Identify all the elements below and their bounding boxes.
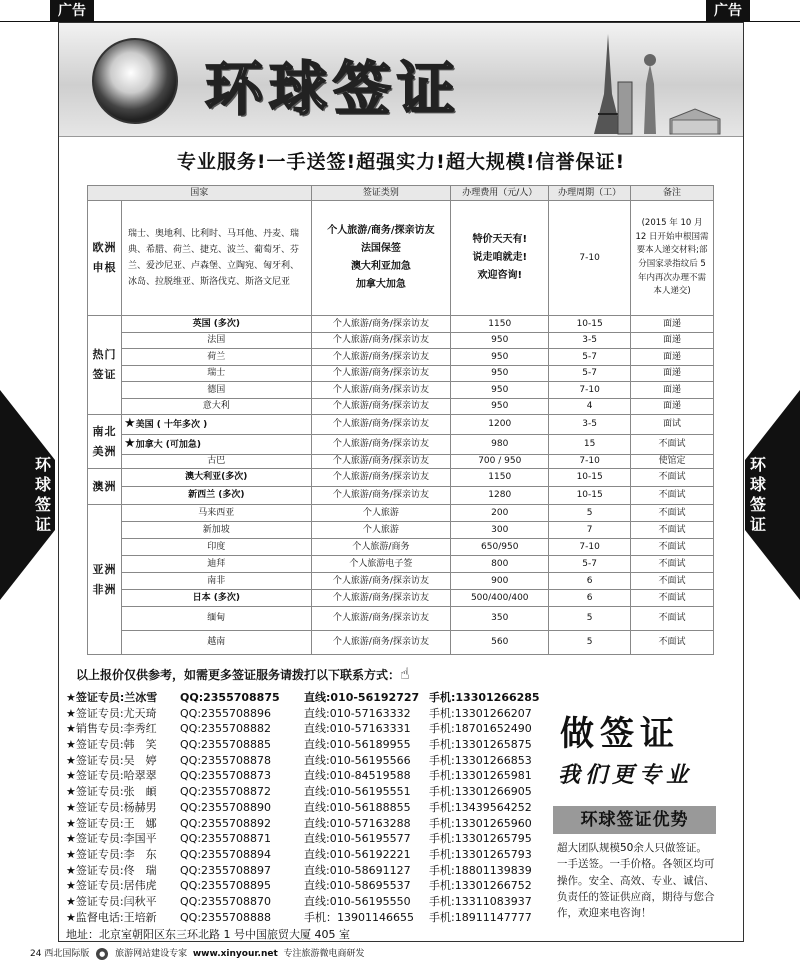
contact-qq[interactable]: QQ:2355708882 <box>180 722 272 736</box>
visa-price-table <box>87 185 714 655</box>
pointing-hand-icon: ☝ <box>400 664 410 683</box>
cell-fee: 1280 <box>451 487 549 505</box>
contact-mobile[interactable]: 手机:13301266285 <box>429 691 540 704</box>
table-row <box>88 607 714 631</box>
contact-phone[interactable]: 直线:010-57163332 <box>304 706 411 720</box>
cell-note: 不面试 <box>631 469 714 487</box>
cell-country: 南非 <box>121 573 311 590</box>
cell-period: 4 <box>549 398 631 415</box>
table-row <box>88 522 714 539</box>
price-hint <box>76 664 410 683</box>
list-item <box>66 720 539 736</box>
cell-fee: 700 / 950 <box>451 455 549 469</box>
cell-fee: 1200 <box>451 415 549 435</box>
contact-qq[interactable]: QQ:2355708895 <box>180 879 272 893</box>
cell-note: 不面试 <box>631 435 714 455</box>
contact-qq[interactable]: QQ:2355708896 <box>180 706 272 720</box>
side-label-right: 环球签证 <box>749 455 766 534</box>
cell-note: 不面试 <box>631 539 714 556</box>
region-label: 澳洲 <box>88 469 122 505</box>
cell-fee: 950 <box>451 382 549 399</box>
price-hint-text: 以上报价仅供参考，如需更多签证服务请拨打以下联系方式： <box>76 668 401 682</box>
cell-type: 个人旅游 <box>311 505 451 522</box>
cell-fee: 650/950 <box>451 539 549 556</box>
contact-phone[interactable]: 直线:010-56192727 <box>304 691 420 704</box>
cell-country: 美国 ( 十年多次 ) <box>135 420 208 431</box>
contact-phone[interactable]: 直线:010-56195566 <box>304 753 411 767</box>
schengen-fee: 特价天天有! 说走咱就走! 欢迎咨询! <box>451 201 549 316</box>
contact-qq[interactable]: QQ:2355708870 <box>180 894 272 908</box>
contact-phone[interactable]: 手机：13901146655 <box>304 910 414 924</box>
list-item <box>66 689 539 705</box>
cell-note: 面递 <box>631 332 714 349</box>
cell-type: 个人旅游/商务/探亲访友 <box>311 332 451 349</box>
table-row <box>88 415 714 435</box>
cell-type: 个人旅游/商务/探亲访友 <box>311 573 451 590</box>
table-row <box>88 539 714 556</box>
contact-list <box>66 689 539 924</box>
contact-qq[interactable]: QQ:2355708894 <box>180 847 272 861</box>
contact-mobile[interactable]: 手机:13301266905 <box>429 785 532 799</box>
contact-mobile[interactable]: 手机:13301266853 <box>429 753 532 767</box>
advantages-title: 环球签证优势 <box>553 806 716 834</box>
cell-type: 个人旅游/商务/探亲访友 <box>311 607 451 631</box>
col-note: 备注 <box>631 186 714 201</box>
cell-country: 瑞士 <box>121 365 311 382</box>
footer <box>30 946 365 960</box>
cell-country: 荷兰 <box>121 349 311 366</box>
col-type: 签证类别 <box>311 186 451 201</box>
cell-period: 3-5 <box>549 332 631 349</box>
cell-fee: 900 <box>451 573 549 590</box>
list-item <box>66 846 539 862</box>
list-item <box>66 752 539 768</box>
schengen-period: 7-10 <box>549 201 631 316</box>
landmarks-icon <box>560 24 742 136</box>
col-fee: 办理费用（元/人） <box>451 186 549 201</box>
cell-note: 使馆定 <box>631 455 714 469</box>
region-label: 欧洲申根 <box>88 201 122 316</box>
cell-note: 面递 <box>631 398 714 415</box>
contact-name: ★签证专员:吴 婷 <box>66 753 157 767</box>
cell-country: 缅甸 <box>121 607 311 631</box>
contact-mobile[interactable]: 手机:18801139839 <box>429 863 532 877</box>
contact-phone[interactable]: 直线:010-57163288 <box>304 816 411 830</box>
page-number: 24 <box>30 949 42 959</box>
footer-url[interactable]: www.xinyour.net <box>192 949 278 959</box>
cell-note: 面递 <box>631 365 714 382</box>
list-item <box>66 862 539 878</box>
schengen-types: 个人旅游/商务/探亲访友 法国保签 澳大利亚加急 加拿大加急 <box>311 201 451 316</box>
ad-tag-right: 广告 <box>706 0 750 22</box>
table-row <box>88 349 714 366</box>
cell-period: 5 <box>549 631 631 655</box>
table-row <box>88 316 714 333</box>
contact-name: ★签证专员:尤天琦 <box>66 706 157 720</box>
address: 地址：北京室朝阳区东三环北路 1 号中国旅贸大厦 405 室 <box>66 928 350 941</box>
cell-note: 不面试 <box>631 505 714 522</box>
promo-subheadline: 我们更专业 <box>558 762 694 788</box>
table-row <box>88 332 714 349</box>
contact-phone[interactable]: 直线:010-56188855 <box>304 800 411 814</box>
list-item <box>66 877 539 893</box>
list-item <box>66 830 539 846</box>
cell-fee: 950 <box>451 349 549 366</box>
cell-period: 15 <box>549 435 631 455</box>
contact-qq[interactable]: QQ:2355708888 <box>180 910 272 924</box>
contact-mobile[interactable]: 手机:13301266752 <box>429 879 532 893</box>
contact-name: ★监督电话:王培新 <box>66 910 157 924</box>
cell-type: 个人旅游 <box>311 522 451 539</box>
list-item <box>66 815 539 831</box>
cell-fee: 350 <box>451 607 549 631</box>
cell-type: 个人旅游/商务/探亲访友 <box>311 631 451 655</box>
star-icon: ★ <box>123 416 136 432</box>
contact-qq[interactable]: QQ:2355708897 <box>180 863 272 877</box>
cell-note: 面递 <box>631 349 714 366</box>
contact-mobile[interactable]: 手机:18911147777 <box>429 910 532 924</box>
cell-period: 10-15 <box>549 487 631 505</box>
cell-period: 7-10 <box>549 382 631 399</box>
cell-period: 5-7 <box>549 349 631 366</box>
cell-fee: 560 <box>451 631 549 655</box>
contact-phone[interactable]: 直线:010-56192221 <box>304 847 411 861</box>
cell-note: 面试 <box>631 415 714 435</box>
cell-note: 不面试 <box>631 556 714 573</box>
footer-slogan: 旅游网站建设专家 <box>115 949 188 959</box>
table-row <box>88 365 714 382</box>
table-row <box>88 590 714 607</box>
cell-country: 日本 (多次) <box>121 590 311 607</box>
promo-headline: 做签证 <box>560 714 680 754</box>
table-row <box>88 382 714 399</box>
cell-type: 个人旅游/商务/探亲访友 <box>311 349 451 366</box>
contact-name: ★签证专员:佟 瑞 <box>66 863 157 877</box>
cell-period: 10-15 <box>549 316 631 333</box>
contact-phone[interactable]: 直线:010-56195550 <box>304 894 411 908</box>
cell-period: 7-10 <box>549 539 631 556</box>
cell-type: 个人旅游/商务/探亲访友 <box>311 469 451 487</box>
contact-name: ★签证专员:闫秋平 <box>66 894 157 908</box>
contact-mobile[interactable]: 手机:13301265793 <box>429 847 532 861</box>
table-row <box>88 556 714 573</box>
table-row <box>88 505 714 522</box>
cell-note: 不面试 <box>631 631 714 655</box>
list-item <box>66 736 539 752</box>
cell-type: 个人旅游/商务 <box>311 539 451 556</box>
cell-fee: 300 <box>451 522 549 539</box>
cell-fee: 200 <box>451 505 549 522</box>
contact-name: ★签证专员:杨赫男 <box>66 800 157 814</box>
cell-country: 法国 <box>121 332 311 349</box>
cell-type: 个人旅游电子签 <box>311 556 451 573</box>
contact-qq[interactable]: QQ:2355708892 <box>180 816 272 830</box>
side-label-left: 环球签证 <box>34 455 51 534</box>
cell-country: 英国 (多次) <box>121 316 311 333</box>
cell-type: 个人旅游/商务/探亲访友 <box>311 398 451 415</box>
contact-qq[interactable]: QQ:2355708890 <box>180 800 272 814</box>
region-label: 亚洲非洲 <box>88 505 122 655</box>
cell-period: 6 <box>549 573 631 590</box>
table-row <box>88 469 714 487</box>
cell-note: 面递 <box>631 382 714 399</box>
col-country: 国家 <box>88 186 312 201</box>
cell-country: 越南 <box>121 631 311 655</box>
cell-note: 面递 <box>631 316 714 333</box>
cell-note: 不面试 <box>631 522 714 539</box>
cell-country: 意大利 <box>121 398 311 415</box>
contact-phone[interactable]: 直线:010-56195577 <box>304 832 411 846</box>
contact-mobile[interactable]: 手机:13311083937 <box>429 894 532 908</box>
cell-country: 迪拜 <box>121 556 311 573</box>
region-label: 南北美洲 <box>88 415 122 469</box>
contact-phone[interactable]: 直线:010-56195551 <box>304 785 411 799</box>
cell-fee: 980 <box>451 435 549 455</box>
cell-fee: 1150 <box>451 316 549 333</box>
cell-type: 个人旅游/商务/探亲访友 <box>311 415 451 435</box>
contact-qq[interactable]: QQ:2355708878 <box>180 753 272 767</box>
cell-type: 个人旅游/商务/探亲访友 <box>311 316 451 333</box>
list-item <box>66 705 539 721</box>
list-item <box>66 909 539 925</box>
cell-period: 3-5 <box>549 415 631 435</box>
table-row <box>88 573 714 590</box>
contact-name: ★签证专员:王 娜 <box>66 816 157 830</box>
cell-type: 个人旅游/商务/探亲访友 <box>311 487 451 505</box>
cell-fee: 1150 <box>451 469 549 487</box>
contact-mobile[interactable]: 手机:13439564252 <box>429 800 532 814</box>
cell-fee: 950 <box>451 365 549 382</box>
cell-type: 个人旅游/商务/探亲访友 <box>311 365 451 382</box>
contact-name: ★签证专员:李 东 <box>66 847 157 861</box>
cell-period: 7-10 <box>549 455 631 469</box>
cell-period: 5-7 <box>549 556 631 573</box>
contact-mobile[interactable]: 手机:18701652490 <box>429 722 532 736</box>
brand-title: 环球签证 <box>205 55 462 123</box>
table-header-row <box>88 186 714 201</box>
contact-name: ★签证专员:哈翠翠 <box>66 769 157 783</box>
cell-type: 个人旅游/商务/探亲访友 <box>311 455 451 469</box>
cell-country: 古巴 <box>121 455 311 469</box>
cell-country: 新西兰 (多次) <box>121 487 311 505</box>
cell-period: 10-15 <box>549 469 631 487</box>
table-row <box>88 201 714 316</box>
contact-mobile[interactable]: 手机:13301265875 <box>429 738 532 752</box>
cell-country: 澳大利亚(多次) <box>121 469 311 487</box>
contact-qq[interactable]: QQ:2355708872 <box>180 785 272 799</box>
cell-fee: 950 <box>451 398 549 415</box>
schengen-note: (2015 年 10 月 12 日开始申根国需要本人递交材料;部分国家录指纹后 5 年内再次办理不需本人递交) <box>631 201 714 316</box>
contact-qq[interactable]: QQ:2355708873 <box>180 769 272 783</box>
schengen-countries: 瑞士、奥地利、比利时、马耳他、丹麦、瑞典、希腊、荷兰、捷克、波兰、葡萄牙、芬兰、爱沙尼亚、卢森堡、立陶宛、匈牙利、冰岛、拉脱维亚、斯洛伐克、斯洛文尼亚 <box>121 201 311 316</box>
ad-tag-left: 广告 <box>50 0 94 22</box>
contact-phone[interactable]: 直线:010-58691127 <box>304 863 411 877</box>
contact-qq[interactable]: QQ:2355708885 <box>180 738 272 752</box>
contact-mobile[interactable]: 手机:13301266207 <box>429 706 532 720</box>
contact-qq[interactable]: QQ:2355708875 <box>180 691 280 704</box>
cell-fee: 500/400/400 <box>451 590 549 607</box>
region-label: 热门签证 <box>88 316 122 415</box>
contact-name: ★签证专员:韩 笑 <box>66 738 157 752</box>
cell-country: 马来西亚 <box>121 505 311 522</box>
table-row <box>88 398 714 415</box>
slogan: 专业服务!一手送签!超强实力!超大规模!信誉保证! <box>176 151 626 173</box>
cell-country: 新加坡 <box>121 522 311 539</box>
cell-note: 不面试 <box>631 487 714 505</box>
cell-note: 不面试 <box>631 573 714 590</box>
cell-note: 不面试 <box>631 590 714 607</box>
list-item <box>66 893 539 909</box>
contact-mobile[interactable]: 手机:13301265795 <box>429 832 532 846</box>
contact-phone[interactable]: 直线:010-57163331 <box>304 722 411 736</box>
star-icon: ★ <box>123 436 136 452</box>
cell-country: 加拿大 (可加急) <box>135 440 201 451</box>
cell-period: 6 <box>549 590 631 607</box>
table-row <box>88 455 714 469</box>
contact-name: ★签证专员:张 頔 <box>66 785 157 799</box>
contact-name: ★签证专员:居伟虎 <box>66 879 157 893</box>
globe-logo-icon <box>92 38 178 124</box>
contact-name: ★销售专员:李秀红 <box>66 722 157 736</box>
edition-name: 西北国际版 <box>44 949 90 959</box>
cell-note: 不面试 <box>631 607 714 631</box>
cell-type: 个人旅游/商务/探亲访友 <box>311 382 451 399</box>
cell-type: 个人旅游/商务/探亲访友 <box>311 590 451 607</box>
cell-period: 5-7 <box>549 365 631 382</box>
table-row <box>88 435 714 455</box>
col-period: 办理周期（工） <box>549 186 631 201</box>
cell-period: 5 <box>549 607 631 631</box>
cell-country: 德国 <box>121 382 311 399</box>
contact-qq[interactable]: QQ:2355708871 <box>180 832 272 846</box>
cell-period: 5 <box>549 505 631 522</box>
list-item <box>66 799 539 815</box>
cell-fee: 950 <box>451 332 549 349</box>
contact-mobile[interactable]: 手机:13301265981 <box>429 769 532 783</box>
cell-type: 个人旅游/商务/探亲访友 <box>311 435 451 455</box>
contact-name: ★签证专员:李国平 <box>66 832 157 846</box>
cell-fee: 800 <box>451 556 549 573</box>
advantages-text: 超大团队规模50余人只做签证。一手送签。一手价格。各领区均可操作。安全、高效、专业、诚信、负责任的签证供应商，期待与您合作，欢迎来电咨询！ <box>557 842 715 920</box>
table-row <box>88 631 714 655</box>
contact-phone[interactable]: 直线:010-84519588 <box>304 769 411 783</box>
contact-name: ★签证专员:兰冰雪 <box>66 691 158 704</box>
footer-tail: 专注旅游微电商研发 <box>283 949 365 959</box>
contact-mobile[interactable]: 手机:13301265960 <box>429 816 532 830</box>
table-row <box>88 487 714 505</box>
emblem-icon: ● <box>96 948 108 960</box>
contact-phone[interactable]: 直线:010-58695537 <box>304 879 411 893</box>
contact-phone[interactable]: 直线:010-56189955 <box>304 738 411 752</box>
cell-country: 印度 <box>121 539 311 556</box>
list-item <box>66 767 539 783</box>
list-item <box>66 783 539 799</box>
cell-period: 7 <box>549 522 631 539</box>
